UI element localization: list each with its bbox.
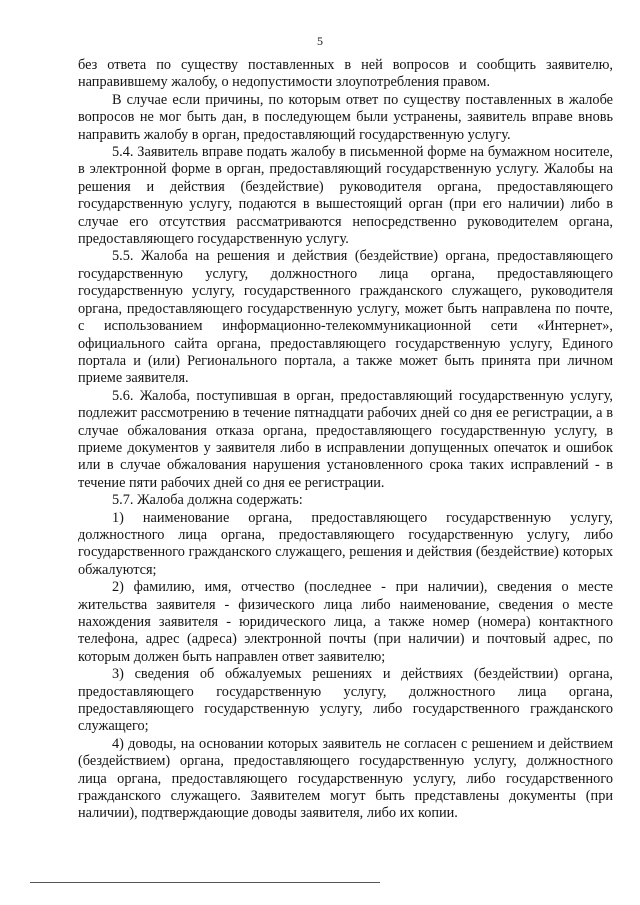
paragraph-5-6: 5.6. Жалоба, поступившая в орган, предоставляющий государственную услугу, подлежит рассмотрению в течение пятнадцати рабочих дней со дня ее регистрации, а в случае обжалования отказа органа, предоставляющего государственную услугу, в приеме документов у заявителя либо в исправлении допущенных опечаток и ошибок или в случае обжалования нарушения установленного срока таких исправлений - в течение пяти рабочих дней со дня ее регистрации.: [78, 387, 613, 491]
list-item-1: 1) наименование органа, предоставляющего государственную услугу, должностного лица органа, предоставляющего государственную услугу, либо государственного гражданского служащего, решения и действия (бездействие) которых обжалуются;: [78, 509, 613, 578]
list-item-3: 3) сведения об обжалуемых решениях и действиях (бездействии) органа, предоставляющего государственную услугу, должностного лица органа, предоставляющего государственную услугу, либо государственного гражданского служащего;: [78, 666, 613, 735]
document-body: [78, 57, 613, 823]
paragraph-5-7: 5.7. Жалоба должна содержать:: [112, 492, 303, 509]
paragraph-5-4: 5.4. Заявитель вправе подать жалобу в письменной форме на бумажном носителе, в электронной форме в орган, предоставляющий государственную услугу. Жалобы на решения и действия (бездействие) руководителя органа, предоставляющего государственную услугу, подаются в вышестоящий орган (при его наличии) либо в случае его отсутствия рассматриваются непосредственно руководителем органа, предоставляющего государственную услугу.: [78, 144, 613, 248]
paragraph-reasons-eliminated: В случае если причины, по которым ответ по существу поставленных в жалобе вопросов не мог быть дан, в последующем были устранены, заявитель вправе вновь направить жалобу в орган, предоставляющий государственную услугу.: [78, 91, 613, 143]
list-item-4: 4) доводы, на основании которых заявитель не согласен с решением и действием (бездействием) органа, предоставляющего государственную услугу, должностного лица органа, предоставляющего государственную услугу, либо государственного гражданского служащего. Заявителем могут быть представлены документы (при наличии), подтверждающие доводы заявителя, либо их копии.: [78, 735, 613, 822]
page-number: 5: [317, 34, 323, 48]
paragraph-continuation: без ответа по существу поставленных в ней вопросов и сообщить заявителю, направившему жалобу, о недопустимости злоупотребления правом.: [78, 57, 613, 91]
footer-divider: [30, 882, 380, 883]
list-item-2: 2) фамилию, имя, отчество (последнее - при наличии), сведения о месте жительства заявителя - физического лица либо наименование, сведения о месте нахождения заявителя - юридического лица, а также номер (номера) контактного телефона, адрес (адреса) электронной почты (при наличии) и почтовый адрес, по которым должен быть направлен ответ заявителю;: [78, 579, 613, 665]
paragraph-5-5: 5.5. Жалоба на решения и действия (бездействие) органа, предоставляющего государственную услугу, должностного лица органа, предоставляющего государственную услугу, государственного гражданского служащего, руководителя органа, предоставляющего государственную услугу, может быть направлена по почте, с использованием информационно-телекоммуникационной сети «Интернет», официального сайта органа, предоставляющего государственную услугу, Единого портала и (или) Регионального портала, а также может быть принята при личном приеме заявителя.: [78, 248, 613, 387]
